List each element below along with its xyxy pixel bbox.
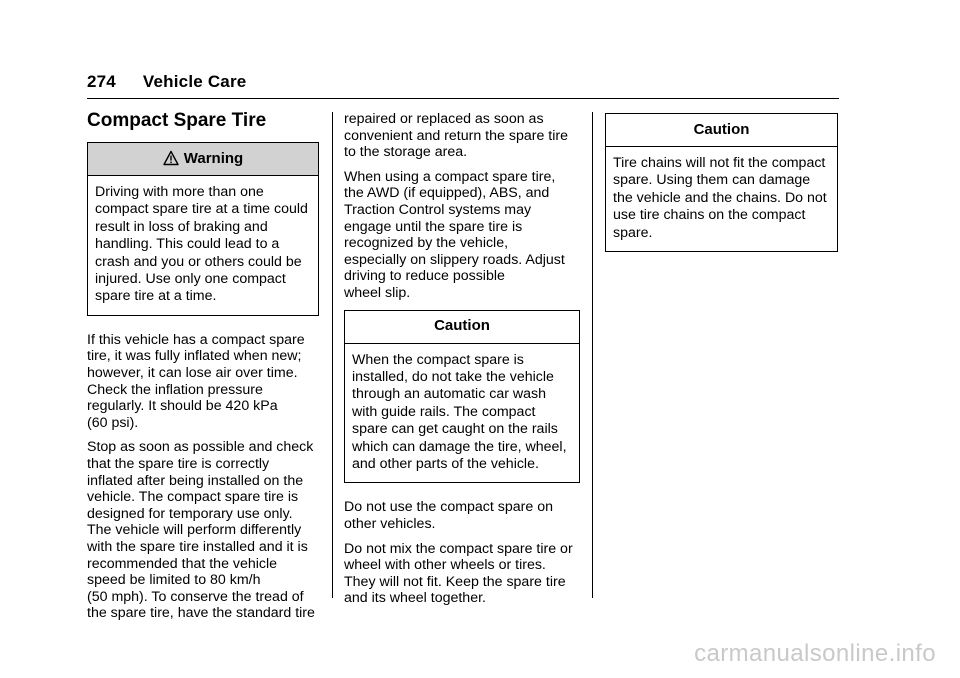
warning-body: Driving with more than one compact spare tire at a time could result in loss of braking and handling. This could lead to a crash and you or others could be injured. Use only one compact spare tire at a time. bbox=[95, 184, 308, 305]
paragraph-other-vehicles: Do not use the compact spare on other vehicles. bbox=[344, 499, 553, 532]
warning-box bbox=[87, 142, 319, 316]
column-divider-2 bbox=[592, 112, 593, 598]
section-title: Vehicle Care bbox=[142, 72, 247, 91]
column-2 bbox=[344, 111, 580, 615]
page-number: 274 bbox=[87, 72, 116, 91]
warning-label: Warning bbox=[183, 149, 244, 167]
page-header bbox=[87, 72, 246, 96]
caution-body-tire-chains: Tire chains will not fit the compact spare. Using them can damage the vehicle and the chains. Do not use tire chains on the compact spare. bbox=[613, 155, 827, 241]
column-3 bbox=[605, 113, 838, 268]
paragraph-inflation: If this vehicle has a compact spare tire, it was fully inflated when new; however, it can lose air over time. Check the inflation pressure regularly. It should be 420 kPa (60 psi). bbox=[87, 331, 305, 431]
warning-icon bbox=[163, 150, 179, 166]
warning-header bbox=[88, 143, 318, 176]
column-1 bbox=[87, 110, 319, 630]
column-divider-1 bbox=[332, 112, 333, 598]
paragraph-repaired: repaired or replaced as soon as convenient and return the spare tire to the storage area. bbox=[344, 111, 568, 161]
watermark: carmanualsonline.info bbox=[694, 640, 936, 667]
caution-box-tire-chains bbox=[605, 113, 838, 252]
paragraph-awd-abs: When using a compact spare tire, the AWD (if equipped), ABS, and Traction Control systems may engage until the spare tire is recognized by the vehicle, especially on slippery roads. Adjust driving to reduce possible wheel slip. bbox=[344, 168, 565, 301]
caution-header: Caution bbox=[345, 311, 579, 344]
caution-body-car-wash: When the compact spare is installed, do not take the vehicle through an automatic car wash with guide rails. The compact spare can get caught on the rails which can damage the tire, wheel, and other parts of the vehicle. bbox=[352, 351, 567, 472]
paragraph-stop-check: Stop as soon as possible and check that the spare tire is correctly inflated after being installed on the vehicle. The compact spare tire is designed for temporary use only. The vehicle will perform differently with the spare tire installed and it is recommended that the vehicle speed be limited to 80 km/h (50 mph). To conserve the tread of the spare tire, have the standard tire bbox=[87, 439, 315, 622]
header-rule bbox=[87, 98, 839, 99]
caution-header-tire-chains: Caution bbox=[606, 114, 837, 147]
paragraph-do-not-mix: Do not mix the compact spare tire or wheel with other wheels or tires. They will not fit. Keep the spare tire and its wheel together. bbox=[344, 540, 573, 607]
compact-spare-tire-title: Compact Spare Tire bbox=[87, 110, 267, 131]
caution-box-car-wash bbox=[344, 310, 580, 484]
